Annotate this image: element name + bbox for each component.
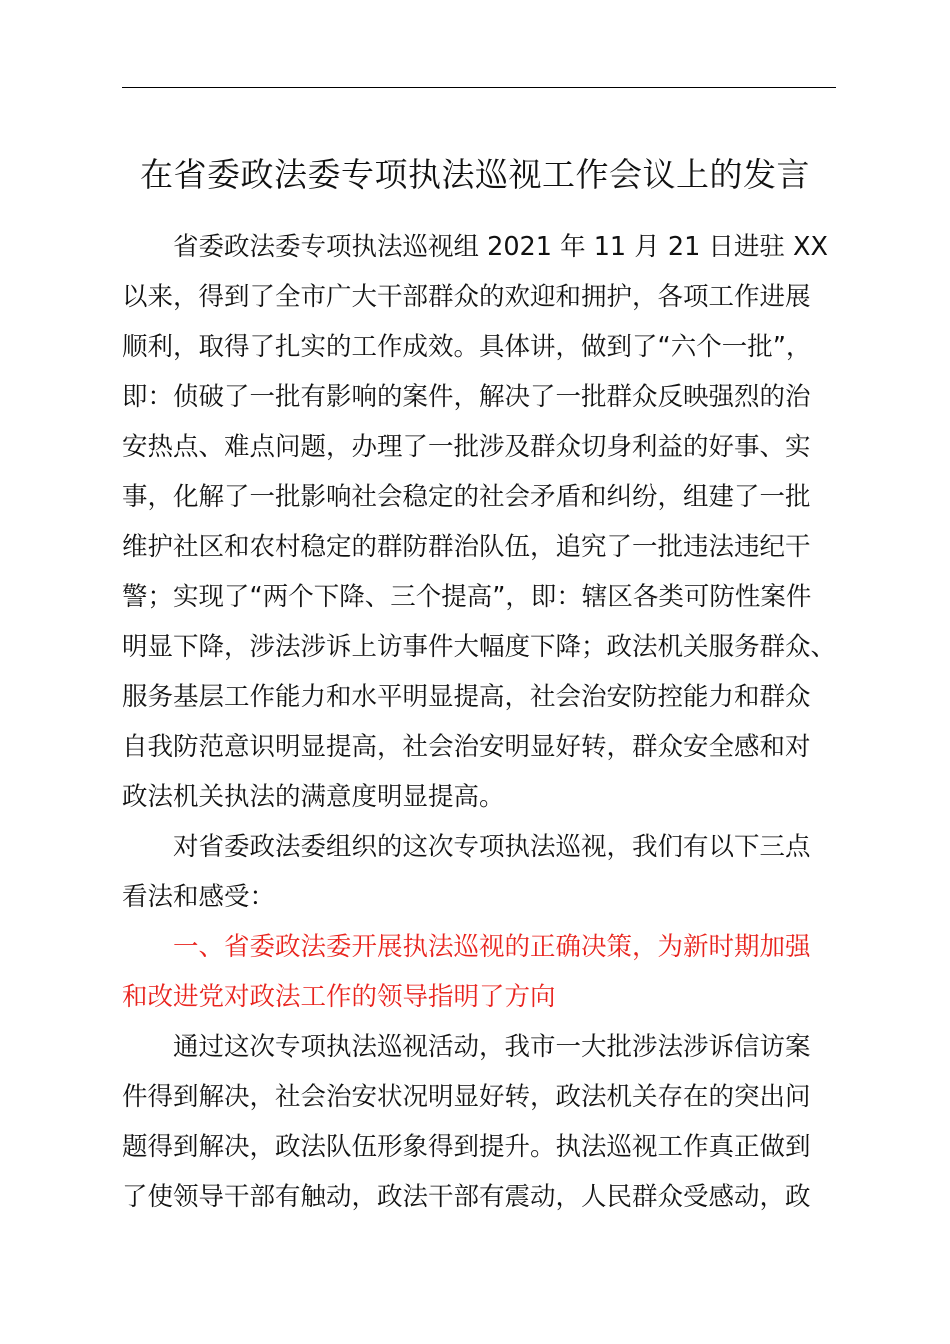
text-line: 题得到解决，政法队伍形象得到提升。执法巡视工作真正做到 <box>122 1132 811 1162</box>
text-line: 警；实现了“两个下降、三个提高”，即：辖区各类可防性案件 <box>122 582 812 612</box>
text-line: 了使领导干部有触动，政法干部有震动，人民群众受感动，政 <box>122 1182 811 1212</box>
section-heading <box>122 922 838 1022</box>
header-rule <box>122 87 836 88</box>
text-line: 明显下降，涉法涉诉上访事件大幅度下降；政法机关服务群众、 <box>122 632 837 662</box>
text-line: 通过这次专项执法巡视活动，我市一大批涉法涉诉信访案 <box>173 1032 811 1062</box>
document-title: 在省委政法委专项执法巡视工作会议上的发言 <box>140 155 810 194</box>
text-line: 服务基层工作能力和水平明显提高，社会治安防控能力和群众 <box>122 682 811 712</box>
text-line: 顺利，取得了扎实的工作成效。具体讲，做到了“六个一批”， <box>122 332 812 362</box>
paragraph-intro <box>122 822 838 922</box>
text-line: 安热点、难点问题，办理了一批涉及群众切身利益的好事、实 <box>122 432 811 462</box>
text-line: 政法机关执法的满意度明显提高。 <box>122 782 505 812</box>
text-line: 以来，得到了全市广大干部群众的欢迎和拥护，各项工作进展 <box>122 282 811 312</box>
text-line: 即：侦破了一批有影响的案件，解决了一批群众反映强烈的治 <box>122 382 811 412</box>
heading-line: 和改进党对政法工作的领导指明了方向 <box>122 982 556 1012</box>
heading-line: 一、省委政法委开展执法巡视的正确决策，为新时期加强 <box>173 932 811 962</box>
text-line: 看法和感受： <box>122 882 276 912</box>
paragraph-summary <box>122 222 838 822</box>
text-line: 维护社区和农村稳定的群防群治队伍，追究了一批违法违纪干 <box>122 532 811 562</box>
document-body <box>122 222 838 1222</box>
text-line: 件得到解决，社会治安状况明显好转，政法机关存在的突出问 <box>122 1082 811 1112</box>
text-line: 事，化解了一批影响社会稳定的社会矛盾和纠纷，组建了一批 <box>122 482 811 512</box>
text-line: 对省委政法委组织的这次专项执法巡视，我们有以下三点 <box>173 832 811 862</box>
text-line: 自我防范意识明显提高，社会治安明显好转，群众安全感和对 <box>122 732 811 762</box>
text-line: 省委政法委专项执法巡视组 2021 年 11 月 21 日进驻 XX <box>173 232 828 262</box>
paragraph-results <box>122 1022 838 1222</box>
